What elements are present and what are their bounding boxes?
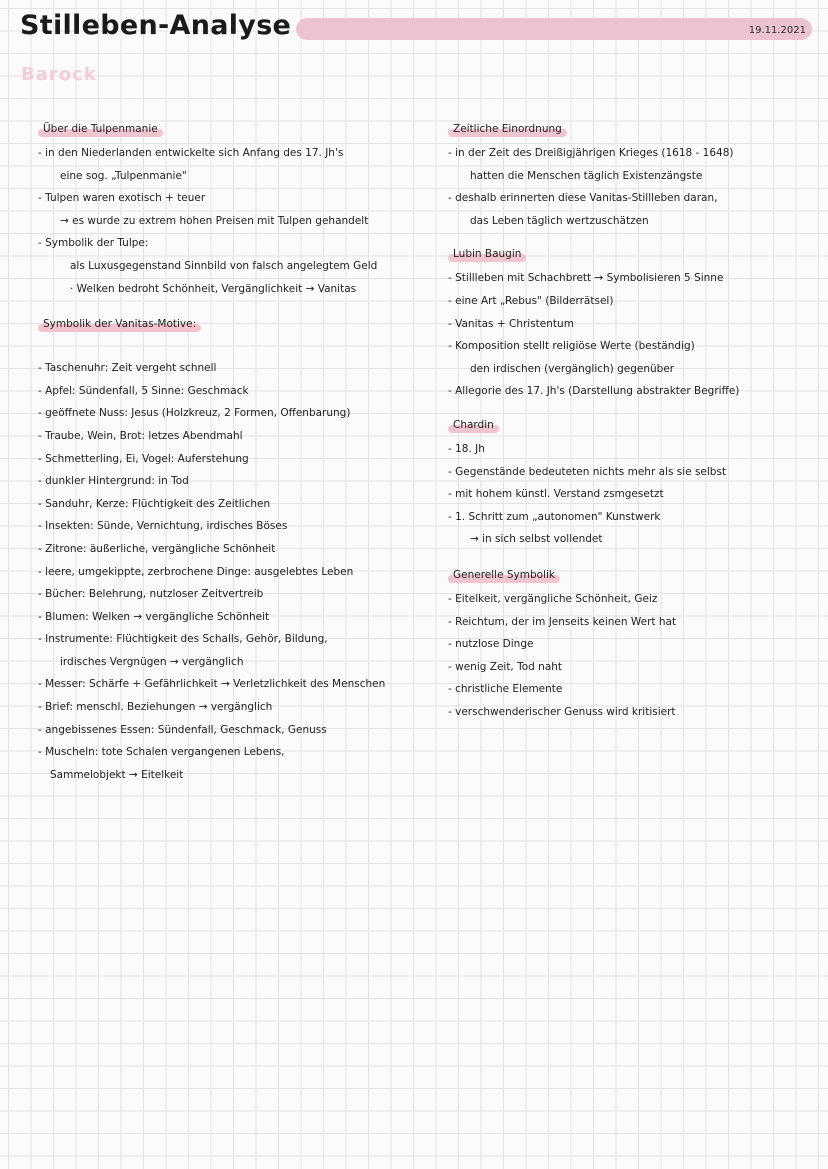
note-line: irdisches Vergnügen → vergänglich	[60, 655, 244, 668]
note-line: als Luxusgegenstand Sinnbild von falsch angelegtem Geld	[70, 259, 378, 272]
note-line: - Traube, Wein, Brot: letzes Abendmahl	[38, 429, 243, 442]
note-line: → in sich selbst vollendet	[470, 533, 603, 546]
note-line: - Stillleben mit Schachbrett → Symbolisieren 5 Sinne	[448, 272, 724, 285]
note-line: - geöffnete Nuss: Jesus (Holzkreuz, 2 Formen, Offenbarung)	[38, 407, 351, 420]
section-generelle-symbolik	[448, 563, 818, 724]
section-heading: Über die Tulpenmanie	[38, 120, 163, 138]
page-subtitle: Barock	[21, 64, 97, 85]
section-tulpenmanie	[38, 117, 438, 300]
section-heading: Generelle Symbolik	[448, 566, 560, 584]
note-line: - wenig Zeit, Tod naht	[448, 660, 563, 673]
note-line: - in der Zeit des Dreißigjährigen Krieges (1618 - 1648)	[448, 147, 734, 159]
note-line: - christliche Elemente	[448, 683, 563, 696]
section-lubin-baugin	[448, 242, 818, 403]
note-line: das Leben täglich wertzuschätzen	[470, 214, 649, 227]
note-line: - angebissenes Essen: Sündenfall, Geschmack, Genuss	[38, 723, 327, 736]
section-heading: Zeitliche Einordnung	[448, 120, 567, 138]
page-title: Stilleben-Analyse	[20, 10, 292, 41]
note-line: - Reichtum, der im Jenseits keinen Wert hat	[448, 615, 677, 628]
note-line: - leere, umgekippte, zerbrochene Dinge: ausgelebtes Leben	[38, 565, 354, 578]
note-line: Sammelobjekt → Eitelkeit	[50, 768, 184, 781]
note-line: - Allegorie des 17. Jh's (Darstellung abstrakter Begriffe)	[448, 385, 740, 398]
note-line: · Welken bedroht Schönheit, Vergänglichkeit → Vanitas	[70, 282, 357, 295]
note-line: - 18. Jh	[448, 442, 485, 455]
note-line: - Instrumente: Flüchtigkeit des Schalls, Gehör, Bildung,	[38, 633, 328, 646]
section-heading: Chardin	[448, 416, 499, 434]
note-line: → es wurde zu extrem hohen Preisen mit Tulpen gehandelt	[60, 214, 369, 227]
note-line: eine sog. „Tulpenmanie"	[60, 169, 187, 182]
note-line: - Bücher: Belehrung, nutzloser Zeitvertreib	[38, 588, 264, 601]
left-column	[38, 117, 438, 786]
section-symbolik	[38, 312, 438, 786]
note-line: - Apfel: Sündenfall, 5 Sinne: Geschmack	[38, 384, 249, 397]
note-line: - Gegenstände bedeuteten nichts mehr als sie selbst	[448, 465, 727, 478]
note-line: - eine Art „Rebus" (Bilderrätsel)	[448, 294, 614, 307]
title-highlight-bar	[296, 18, 812, 40]
note-line: - Sanduhr, Kerze: Flüchtigkeit des Zeitlichen	[38, 497, 271, 510]
section-zeitliche-einordnung	[448, 117, 818, 232]
note-line: - deshalb erinnerten diese Vanitas-Stillleben daran,	[448, 192, 718, 205]
note-line: - in den Niederlanden entwickelte sich Anfang des 17. Jh's	[38, 147, 344, 159]
section-chardin	[448, 413, 818, 551]
section-heading: Symbolik der Vanitas-Motive:	[38, 315, 201, 333]
note-line: - Schmetterling, Ei, Vogel: Auferstehung	[38, 452, 249, 465]
note-line: - Komposition stellt religiöse Werte (beständig)	[448, 340, 695, 353]
section-heading: Lubin Baugin	[448, 245, 526, 263]
note-line: - nutzlose Dinge	[448, 638, 534, 651]
note-line: - Vanitas + Christentum	[448, 317, 574, 330]
note-line: - verschwenderischer Genuss wird kritisiert	[448, 705, 676, 718]
note-line: - Brief: menschl. Beziehungen → vergänglich	[38, 701, 273, 714]
note-line: - Symbolik der Tulpe:	[38, 237, 149, 250]
date-label: 19.11.2021	[748, 25, 806, 36]
note-line: hatten die Menschen täglich Existenzängste	[470, 169, 703, 182]
note-line: - Muscheln: tote Schalen vergangenen Lebens,	[38, 746, 285, 759]
note-line: - Blumen: Welken → vergängliche Schönheit	[38, 610, 270, 623]
note-line: den irdischen (vergänglich) gegenüber	[470, 362, 675, 375]
note-line: - Zitrone: äußerliche, vergängliche Schönheit	[38, 542, 276, 555]
note-line: - 1. Schritt zum „autonomen" Kunstwerk	[448, 510, 661, 523]
note-line: - dunkler Hintergrund: in Tod	[38, 475, 189, 488]
note-line: - mit hohem künstl. Verstand zsmgesetzt	[448, 488, 664, 501]
note-line: - Insekten: Sünde, Vernichtung, irdisches Böses	[38, 520, 288, 533]
right-column	[448, 117, 818, 723]
note-line: - Tulpen waren exotisch + teuer	[38, 192, 206, 205]
note-line: - Taschenuhr: Zeit vergeht schnell	[38, 362, 217, 375]
note-line: - Messer: Schärfe + Gefährlichkeit → Verletzlichkeit des Menschen	[38, 678, 386, 691]
note-line: - Eitelkeit, vergängliche Schönheit, Geiz	[448, 592, 658, 605]
